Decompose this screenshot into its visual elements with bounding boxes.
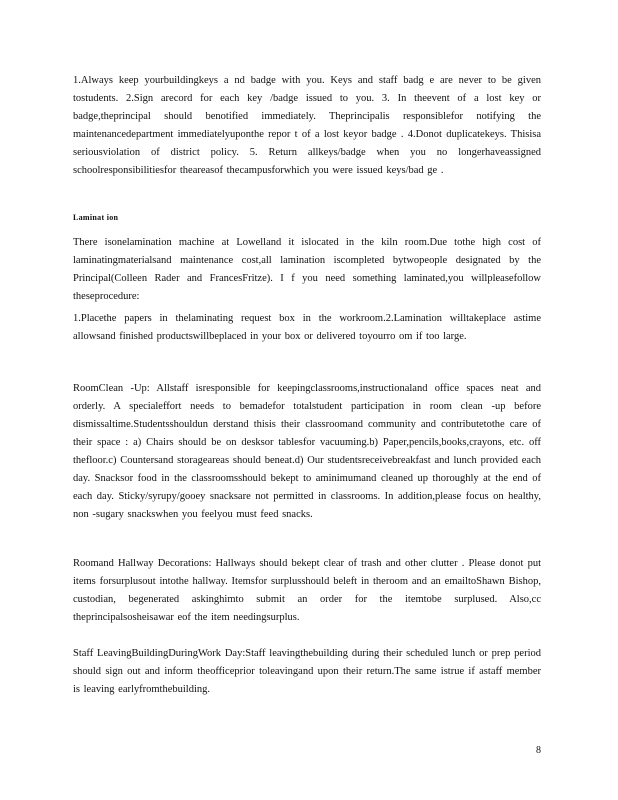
staff-leaving-paragraph: Staff LeavingBuildingDuringWork Day:Staff leavingthebuilding during their scheduled lunch or prep period should sign out and inform theofficeprior toleavingand upon their return.The same istrue if astaff member is leaving earlyfromthebuilding.	[73, 648, 541, 695]
page-number: 8	[536, 745, 541, 756]
lamination-procedure: 1.Placethe papers in thelaminating request box in the workroom.2.Lamination willtakeplace astime allowsand finished productswillbeplaced in your box or delivered toyourro om if too large.	[73, 313, 541, 342]
lamination-section	[73, 234, 541, 346]
room-cleanup-paragraph: RoomClean -Up: Allstaff isresponsible for keepingclassrooms,instructionaland office spaces neat and orderly. A specialeffort needs to bemadefor totalstudent participation in room clean -up before dismissaltime.Studentsshouldun derstand thisis their classroomand community and contributetothe care of their space : a) Chairs should be on desksor tablesfor vacuuming.b) Paper,pencils,books,crayons, etc. off thefloor.c) Countersand storageareas should beneat.d) Our studentsreceivebreakfast and lunch provided each day. Snacksor food in the classroomsshould bekept to aminimumand cleaned up thoroughly at the end of each day. Sticky/syrupy/gooey snacksare not permitted in classrooms. In addition,please focus on healthy, non -sugary snackswhen you feelyou must feed snacks.	[73, 383, 541, 520]
staff-leaving-section	[73, 645, 541, 699]
keys-badges-section	[73, 72, 541, 180]
lamination-heading: Laminat ion	[73, 213, 119, 222]
keys-paragraph: 1.Always keep yourbuildingkeys a nd badge with you. Keys and staff badg e are never to be given tostudents. 2.Sign arecord for each key /badge issued to you. 3. In theevent of a lost key or badge,theprincipal should benotified immediately. Theprincipalis responsiblefor notifying the maintenancedepartment immediatelyuponthe repor t of a lost keyor badge . 4.Donot duplicatekeys. Thisisa seriousviolation of district policy. 5. Return allkeys/badge when you no longerhaveassigned schoolresponsibilitiesfor theareasof thecampusforwhich you were issued keys/bad ge .	[73, 75, 541, 176]
room-cleanup-section	[73, 380, 541, 524]
room-hallway-decorations-section	[73, 555, 541, 627]
room-hallway-paragraph: Roomand Hallway Decorations: Hallways should bekept clear of trash and other clutter . Please donot put items forsurplusout intothe hallway. Itemsfor surplusshould beleft in theroom and an emailtoShawn Bishop, custodian, begenerated askinghimto submit an order for the itemtobe surplused. Also,cc theprincipalsoshеisawar eof the item needingsurplus.	[73, 558, 541, 623]
lamination-paragraph: There isonelamination machine at Lowelland it islocated in the kiln room.Due tothe high cost of laminatingmaterialsand maintenance cost,all lamination iscompleted bytwopeople designated by the Principal(Colleen Rader and FrancesFritze). I f you need something laminated,you willpleasefollow theseprocedure:	[73, 237, 541, 302]
